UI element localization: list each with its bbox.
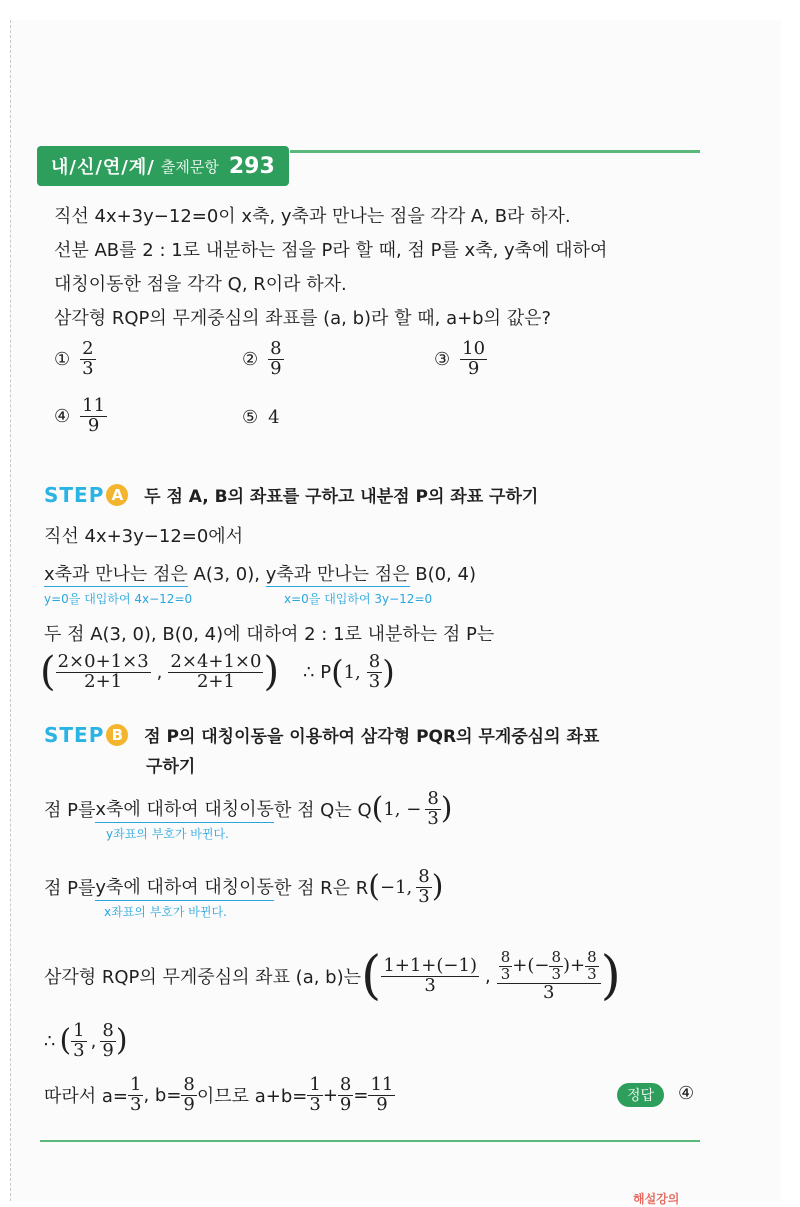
operator: +(− bbox=[512, 954, 550, 976]
open-paren: ( bbox=[331, 653, 344, 691]
note-x-zero: x=0을 대입하여 3y−12=0 bbox=[284, 592, 433, 606]
denominator: 9 bbox=[87, 414, 100, 436]
problem-line-4: 삼각형 RQP의 무게중심의 좌표를 (a, b)라 할 때, a+b의 값은? bbox=[54, 308, 552, 329]
denominator: 3 bbox=[587, 964, 597, 983]
p-x: 1, bbox=[343, 661, 361, 683]
step-b-q-line bbox=[44, 790, 453, 829]
q-x: 1, − bbox=[383, 798, 422, 820]
denominator: 9 bbox=[376, 1093, 388, 1115]
plus: + bbox=[322, 1084, 338, 1106]
fraction-x bbox=[56, 650, 151, 692]
r-x: −1, bbox=[380, 876, 413, 898]
choice-2[interactable] bbox=[242, 340, 284, 379]
numerator: 8 bbox=[339, 1074, 352, 1095]
choice-4[interactable] bbox=[54, 397, 107, 436]
centroid-y-fraction bbox=[497, 950, 601, 1002]
numerator: 8 bbox=[102, 1020, 114, 1041]
denominator: 3 bbox=[130, 1093, 142, 1115]
numerator: 8 bbox=[368, 650, 381, 672]
numerator: 1 bbox=[309, 1074, 321, 1095]
p-y-fraction bbox=[367, 650, 382, 692]
numerator: 2×0+1×3 bbox=[57, 650, 149, 672]
note-r: x좌표의 부호가 바뀐다. bbox=[104, 905, 227, 919]
problem-header bbox=[37, 146, 289, 186]
choice-fraction bbox=[80, 340, 95, 379]
step-badge: B bbox=[106, 724, 128, 746]
problem-line-2: 선분 AB를 2 : 1로 내분하는 점을 P라 할 때, 점 P를 x축, y축에 대하여 bbox=[54, 240, 608, 261]
step-title-cont: 구하기 bbox=[146, 757, 196, 777]
denominator: 2+1 bbox=[196, 670, 235, 692]
denominator: 9 bbox=[183, 1093, 195, 1115]
header-sub: 출제문항 bbox=[160, 157, 219, 176]
step-label: STEP bbox=[44, 723, 105, 747]
numerator: 8 bbox=[427, 788, 439, 809]
sub-fraction bbox=[499, 950, 513, 983]
r-prefix: 점 P를 bbox=[44, 878, 96, 900]
r-underlined: y축에 대하여 대칭이동 bbox=[95, 873, 274, 901]
open-paren: ( bbox=[59, 1023, 72, 1059]
final-prefix: 따라서 a= bbox=[44, 1086, 128, 1108]
denominator: 3 bbox=[542, 981, 555, 1003]
equals: = bbox=[353, 1084, 369, 1106]
denominator: 9 bbox=[102, 1039, 114, 1061]
choice-value: 4 bbox=[268, 407, 280, 428]
step-title: 두 점 A, B의 좌표를 구하고 내분점 P의 좌표 구하기 bbox=[144, 487, 539, 507]
problem-line-1: 직선 4x+3y−12=0이 x축, y축과 만나는 점을 각각 A, B라 하자. bbox=[54, 206, 571, 227]
therefore-p: ∴ P bbox=[303, 661, 332, 683]
point-b: B(0, 4) bbox=[409, 564, 476, 585]
open-paren: ( bbox=[40, 649, 56, 695]
final-b: , b= bbox=[143, 1084, 182, 1106]
numerator: 8 bbox=[183, 1074, 195, 1095]
step-b-r-line bbox=[44, 868, 443, 907]
denominator: 3 bbox=[309, 1093, 321, 1115]
choice-5[interactable] bbox=[242, 407, 280, 428]
x-intercept-underlined: x축과 만나는 점은 bbox=[44, 564, 188, 585]
denominator: 9 bbox=[339, 1093, 352, 1115]
point-a: A(3, 0), bbox=[187, 564, 266, 585]
fraction-y bbox=[168, 650, 263, 692]
comma: , bbox=[90, 1030, 97, 1052]
step-a-line-2 bbox=[44, 560, 476, 586]
close-paren: ) bbox=[115, 1023, 128, 1059]
a-fraction bbox=[128, 1076, 143, 1115]
step-label: STEP bbox=[44, 483, 105, 507]
numerator: 1 bbox=[130, 1074, 142, 1095]
numerator: 8 bbox=[270, 338, 282, 359]
final-line bbox=[44, 1076, 395, 1115]
choice-mark: ⑤ bbox=[242, 407, 259, 428]
numerator: 11 bbox=[370, 1074, 394, 1095]
centroid-text: 삼각형 RQP의 무게중심의 좌표 (a, b)는 bbox=[44, 967, 362, 989]
close-paren: ) bbox=[431, 869, 444, 905]
open-paren: ( bbox=[368, 869, 381, 905]
comma: , bbox=[156, 661, 163, 683]
r-suffix: 한 점 R은 R bbox=[273, 878, 369, 900]
close-paren: ) bbox=[440, 791, 453, 827]
denominator: 3 bbox=[500, 964, 511, 983]
denominator: 3 bbox=[424, 974, 436, 996]
final-mid: 이므로 a+b= bbox=[196, 1086, 308, 1108]
choice-mark: ① bbox=[54, 348, 71, 370]
centroid-result bbox=[44, 1022, 128, 1061]
res-fraction-1 bbox=[71, 1022, 86, 1061]
step-badge: A bbox=[106, 484, 128, 506]
numerator: 2 bbox=[82, 338, 94, 359]
step-a-formula bbox=[40, 649, 395, 695]
centroid-x-fraction bbox=[381, 954, 479, 996]
choice-3[interactable] bbox=[434, 340, 487, 379]
close-paren: ) bbox=[382, 653, 395, 691]
close-paren: ) bbox=[600, 946, 621, 1007]
y-intercept-underlined: y축과 만나는 점은 bbox=[265, 564, 410, 585]
header-rule bbox=[290, 150, 700, 153]
numerator: 8 bbox=[500, 948, 511, 966]
step-b-heading bbox=[44, 722, 599, 747]
header-brand: 내/신/연/계/ bbox=[51, 157, 155, 178]
step-a-line-1: 직선 4x+3y−12=0에서 bbox=[44, 526, 244, 547]
choice-mark: ③ bbox=[434, 348, 451, 370]
numerator: 2×4+1×0 bbox=[170, 650, 262, 672]
sub-fraction bbox=[549, 950, 563, 983]
note-y-zero: y=0을 대입하여 4x−12=0 bbox=[44, 592, 193, 606]
numerator: 8 bbox=[418, 866, 430, 887]
problem-line-3: 대칭이동한 점을 각각 Q, R이라 하자. bbox=[54, 274, 347, 295]
therefore: ∴ bbox=[44, 1030, 56, 1052]
bottom-rule bbox=[40, 1140, 700, 1142]
denominator: 9 bbox=[467, 357, 480, 379]
step-a-heading bbox=[44, 482, 538, 507]
q-underlined: x축에 대하여 대칭이동 bbox=[95, 795, 274, 823]
r-y-fraction bbox=[416, 868, 431, 907]
denominator: 3 bbox=[368, 670, 381, 692]
b-fraction bbox=[181, 1076, 196, 1115]
answer-value: ④ bbox=[678, 1083, 695, 1104]
sub-fraction bbox=[585, 950, 599, 983]
choice-fraction bbox=[80, 397, 107, 436]
denominator: 3 bbox=[418, 885, 430, 907]
operator: )+ bbox=[562, 954, 586, 976]
q-prefix: 점 P를 bbox=[44, 800, 96, 822]
comma: , bbox=[484, 965, 491, 987]
denominator: 3 bbox=[551, 964, 561, 983]
numerator: 8 bbox=[551, 948, 561, 966]
res-fraction-2 bbox=[100, 1022, 115, 1061]
step-a-line-3: 두 점 A(3, 0), B(0, 4)에 대하여 2 : 1로 내분하는 점 P는 bbox=[44, 624, 495, 645]
numerator: 1+1+(−1) bbox=[383, 954, 477, 976]
sum-fraction-2 bbox=[338, 1076, 353, 1115]
denominator: 3 bbox=[427, 807, 439, 829]
open-paren: ( bbox=[371, 791, 384, 827]
lecture-link[interactable]: 해설강의 bbox=[633, 1192, 680, 1206]
step-title: 점 P의 대칭이동을 이용하여 삼각형 PQR의 무게중심의 좌표 bbox=[144, 727, 600, 747]
denominator: 2+1 bbox=[84, 670, 123, 692]
sum-fraction-1 bbox=[307, 1076, 322, 1115]
denominator: 9 bbox=[270, 357, 282, 379]
q-suffix: 한 점 Q는 Q bbox=[273, 800, 372, 822]
centroid-line bbox=[44, 946, 621, 1007]
open-paren: ( bbox=[361, 946, 382, 1007]
denominator: 3 bbox=[73, 1039, 85, 1061]
choice-1[interactable] bbox=[54, 340, 96, 379]
numerator: 11 bbox=[82, 395, 106, 416]
problem-number: 293 bbox=[228, 153, 275, 179]
numerator: 8 bbox=[587, 948, 597, 966]
numerator bbox=[497, 950, 601, 984]
numerator: 10 bbox=[462, 338, 486, 359]
denominator: 3 bbox=[82, 357, 94, 379]
note-q: y좌표의 부호가 바뀐다. bbox=[106, 827, 229, 841]
sum-result-fraction bbox=[368, 1076, 395, 1115]
step-b-heading-2 bbox=[146, 752, 195, 777]
numerator: 1 bbox=[73, 1020, 85, 1041]
close-paren: ) bbox=[263, 649, 280, 695]
answer-badge: 정답 bbox=[617, 1083, 664, 1107]
choice-fraction bbox=[268, 340, 283, 379]
q-y-fraction bbox=[425, 790, 440, 829]
choice-fraction bbox=[460, 340, 487, 379]
choice-mark: ④ bbox=[54, 405, 71, 427]
choice-mark: ② bbox=[242, 348, 259, 370]
